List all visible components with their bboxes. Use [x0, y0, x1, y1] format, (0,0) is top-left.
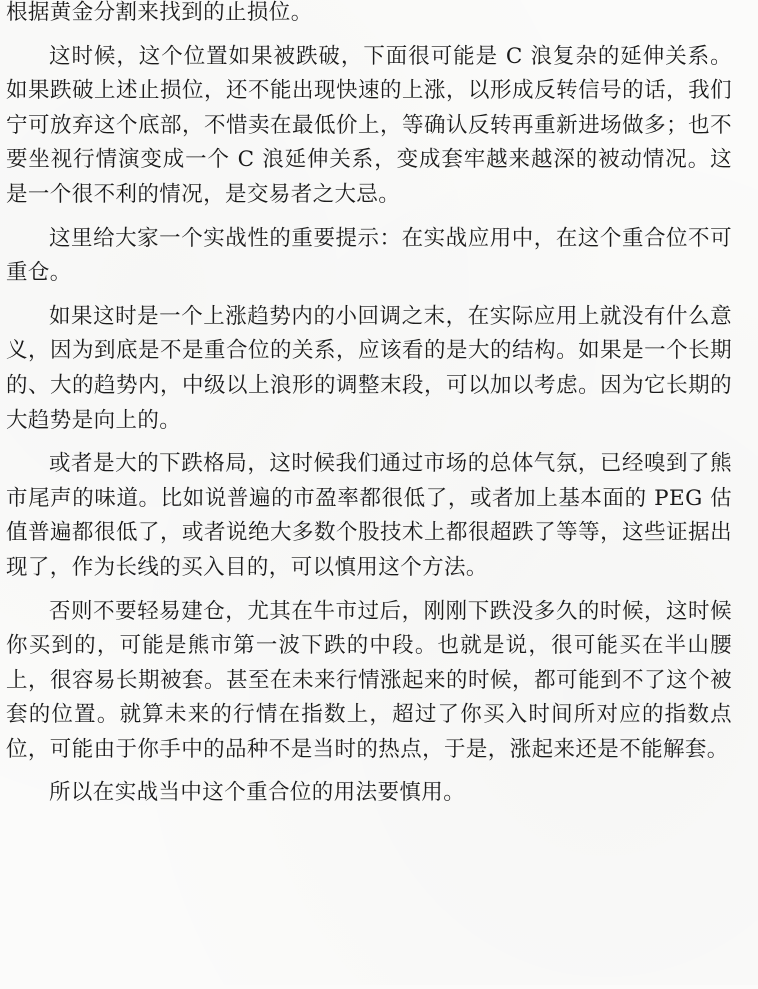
paragraph-2: 这时候，这个位置如果被跌破，下面很可能是 C 浪复杂的延伸关系。如果跌破上述止损位，还不能出现快速的上涨，以形成反转信号的话，我们宁可放弃这个底部，不惜卖在最低价上，等确认反转再重新进场做多；也不要坐视行情演变成一个 C 浪延伸关系，变成套牢越来越深的被动情况。这是一个很不利的情况，是交易者之大忌。	[6, 43, 732, 207]
paragraph-6: 否则不要轻易建仓，尤其在牛市过后，刚刚下跌没多久的时候，这时候你买到的，可能是熊市第一波下跌的中段。也就是说，很可能买在半山腰上，很容易长期被套。甚至在未来行情涨起来的时候，都可能到不了这个被套的位置。就算未来的行情在指数上，超过了你买入时间所对应的指数点位，可能由于你手中的品种不是当时的热点，于是，涨起来还是不能解套。	[6, 598, 732, 762]
paragraph-7: 所以在实战当中这个重合位的用法要慎用。	[49, 780, 466, 806]
paragraph-3: 这里给大家一个实战性的重要提示：在实战应用中，在这个重合位不可重仓。	[6, 225, 732, 286]
paragraph-1: 根据黄金分割来找到的止损位。	[6, 0, 313, 25]
paragraph-4: 如果这时是一个上涨趋势内的小回调之末，在实际应用上就没有什么意义，因为到底是不是重合位的关系，应该看的是大的结构。如果是一个长期的、大的趋势内，中级以上浪形的调整末段，可以加以考虑。因为它长期的大趋势是向上的。	[6, 303, 732, 433]
paragraph-5: 或者是大的下跌格局，这时候我们通过市场的总体气氛，已经嗅到了熊市尾声的味道。比如说普遍的市盈率都很低了，或者加上基本面的 PEG 估值普遍都很低了，或者说绝大多数个股技术上都很超跌了等等，这些证据出现了，作为长线的买入目的，可以慎用这个方法。	[6, 451, 732, 580]
